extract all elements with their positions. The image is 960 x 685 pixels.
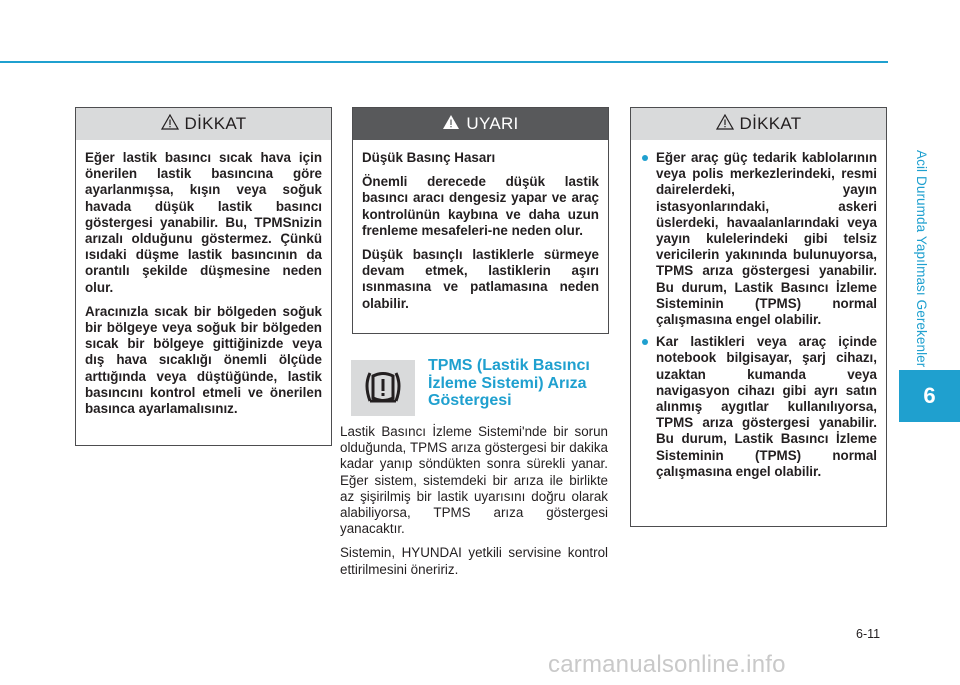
warning-body [353,140,608,321]
caution-paragraph: Eğer lastik basıncı sıcak hava için önerilen lastik basıncına göre ayarlanmışsa, kışın veya soğuk havada düşük lastik basıncı göstergesi yanabilir. Bu, TPMSnizin arızalı olduğunu göstermez. Çünkü ısıdaki düşme lastik basıncının da orantılı şekilde düşmesine neden olur. [85,150,322,295]
caution-label: DİKKAT [739,114,802,133]
caution-header [631,108,886,140]
caution-header [76,108,331,140]
warning-header [353,108,608,140]
tpms-warning-icon [351,360,415,416]
top-rule [0,61,888,63]
warning-box [352,107,609,334]
page-number: 6-11 [856,627,881,641]
warning-paragraph: Düşük basınçlı lastiklerle sürmeye devam etmek, lastiklerin aşırı ısınmasına ve patlamasına neden olabilir. [362,247,599,311]
caution-body [76,140,331,426]
caution-bullet-list [640,150,877,480]
caution-box-right [630,107,887,527]
warning-triangle-icon [716,114,734,135]
caution-body [631,140,886,495]
warning-label: UYARI [466,114,519,133]
warning-triangle-icon [161,114,179,135]
section-paragraph: Lastik Basıncı İzleme Sistemi'nde bir sorun olduğunda, TPMS arıza göstergesi bir dakika kadar yanıp söndükten sonra sürekli yanar. Eğer sistem, sistemdeki bir arıza ile birlikte az şişirilmiş bir lastik uyarısını doğru olarak alabiliyorsa, TPMS arıza göstergesi yanacaktır. [340,424,608,537]
caution-paragraph: Aracınızla sıcak bir bölgeden soğuk bir bölgeye veya soğuk bir bölgeden sıcak bir bölgeye gittiğinizde veya dış hava sıcaklığı önemli ölçüde arttığında veya düştüğünde, lastik basıncını kontrol etmeli ve önerilen basınca ayarlamalısınız. [85,303,322,417]
warning-paragraph: Önemli derecede düşük lastik basıncı aracı dengesiz yapar ve araç kontrolünün kaybına ve daha uzun frenleme mesafeleri-ne neden olur. [362,174,599,238]
bullet-item: Kar lastikleri veya araç içinde notebook bilgisayar, şarj cihazı, uzaktan kumanda veya navigasyon cihazı gibi ayrı satın alınmış aygıtlar kullanılıyorsa, TPMS arıza göstergesi yanabilir. Bu durum, Lastik Basıncı İzleme Sisteminin (TPMS) normal çalışmasına engel olabilir. [640,334,877,480]
chapter-tab: 6 [899,370,960,422]
bullet-item: Eğer araç güç tedarik kablolarının veya polis merkezlerindeki, resmi dairelerdeki, yayın istasyonlarındaki, askeri üslerdeki, havaalanlarındaki veya yayın kulelerindeki gibi telsiz vericilerin yakınında bulunuyorsa, TPMS arıza göstergesi yanabilir. Bu durum, Lastik Basıncı İzleme Sisteminin (TPMS) normal çalışmasına engel olabilir. [640,150,877,328]
watermark: carmanualsonline.info [548,651,786,678]
warning-paragraph: Düşük Basınç Hasarı [362,150,496,165]
warning-triangle-icon [442,114,460,135]
section-body [340,424,608,586]
caution-label: DİKKAT [184,114,247,133]
section-paragraph: Sistemin, HYUNDAI yetkili servisine kontrol ettirilmesini öneririz. [340,545,608,577]
caution-box-left [75,107,332,446]
section-title: TPMS (Lastik Basıncı İzleme Sistemi) Arıza Göstergesi [428,357,590,409]
